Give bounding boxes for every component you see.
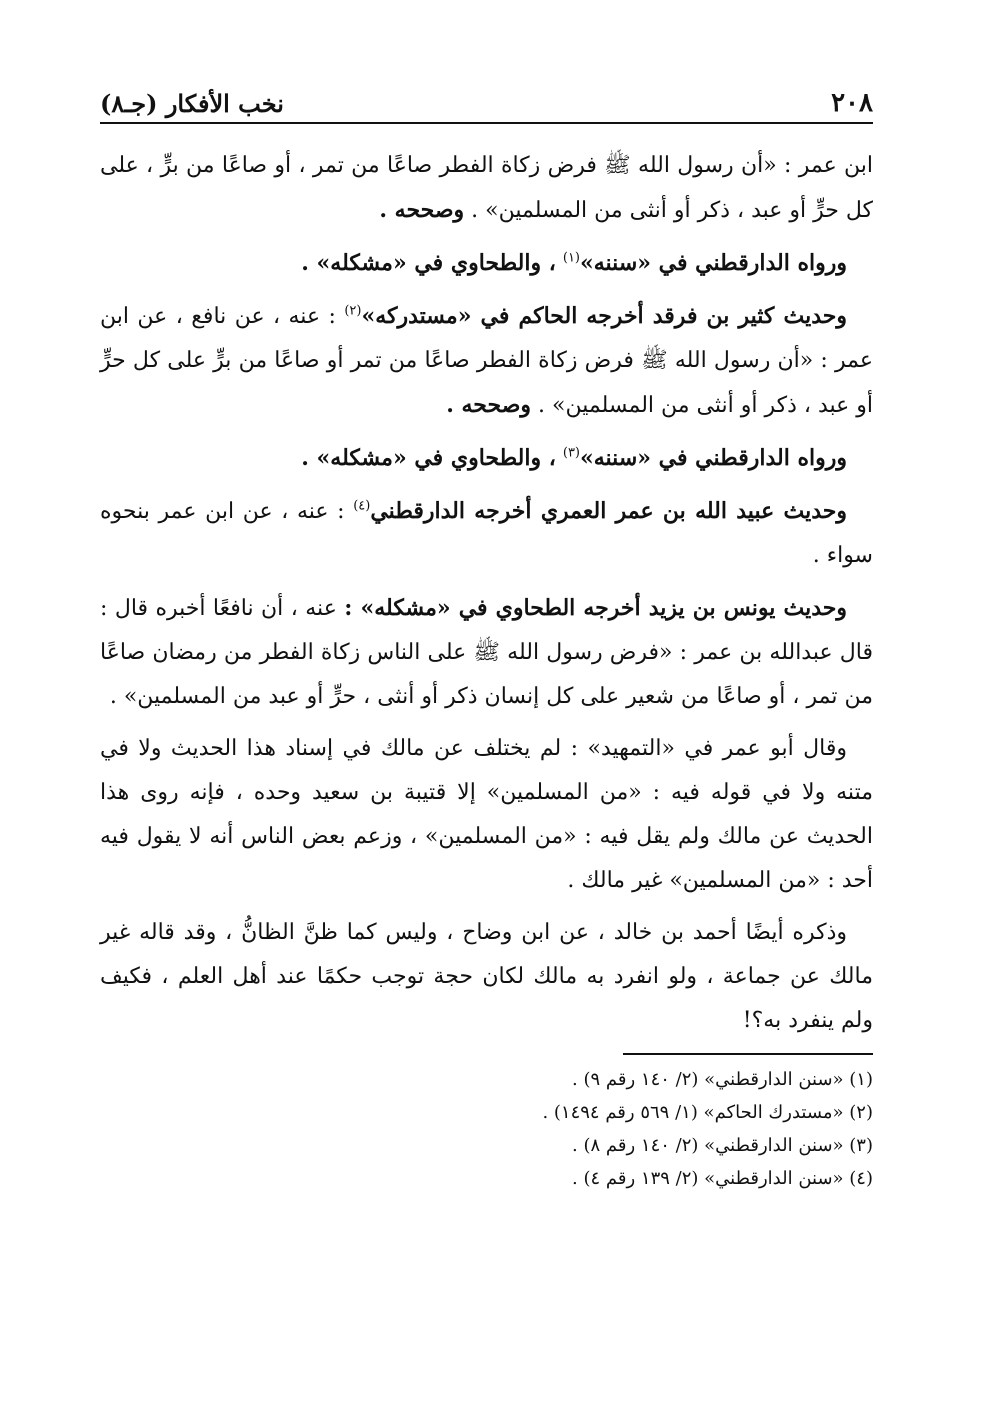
paragraph-8: وذكره أيضًا أحمد بن خالد ، عن ابن وضاح ، وليس كما ظنَّ الظانُّ ، وقد قاله غير مالك عن جماعة ، ولو انفرد به مالك لكان حجة توجب حكمًا عند أهل العلم ، فكيف ولم ينفرد به؟!: [100, 920, 873, 1033]
paragraph-6: [100, 586, 873, 719]
paragraph-4-bold: ورواه الدارقطني في «سننه»: [580, 445, 847, 471]
book-page: [100, 78, 873, 1195]
footnote-4: (٤) «سنن الدارقطني» (٢/ ١٣٩ رقم ٤) .: [572, 1168, 873, 1189]
paragraph-3-end: وصححه .: [446, 392, 532, 418]
paragraph-5-text: : عنه ، عن ابن عمر بنحوه سواء .: [100, 499, 873, 568]
paragraph-5: [100, 489, 873, 578]
page-header: [100, 78, 873, 124]
footnote-ref-3[interactable]: (٣): [562, 445, 580, 461]
paragraph-6-bold: وحديث يونس بن يزيد أخرجه الطحاوي في «مشكله» :: [344, 595, 847, 621]
page-number: ٢٠٨: [831, 88, 873, 118]
paragraph-1-text: ابن عمر : «أن رسول الله ﷺ فرض زكاة الفطر صاعًا من تمر ، أو صاعًا من برٍّ ، على كل حرٍّ أو عبد ، ذكر أو أنثى من المسلمين» .: [100, 153, 873, 223]
footnote-divider: [623, 1053, 873, 1055]
paragraph-4-rest: ، والطحاوي في «مشكله» .: [301, 445, 556, 471]
paragraph-7: وقال أبو عمر في «التمهيد» : لم يختلف عن مالك في إسناد هذا الحديث ولا في متنه ولا في قوله فيه : «من المسلمين» إلا قتيبة بن سعيد وحده ، فإنه روى هذا الحديث عن مالك ولم يقل فيه : «من المسلمين» ، وزعم بعض الناس أنه لا يقول فيه أحد : «من المسلمين» غير مالك .: [100, 736, 873, 893]
paragraph-5-bold: وحديث عبيد الله بن عمر العمري أخرجه الدارقطني: [370, 498, 848, 524]
footnote-ref-2[interactable]: (٢): [344, 303, 362, 319]
footnote-2: (٢) «مستدرك الحاكم» (١/ ٥٦٩ رقم ١٤٩٤) .: [542, 1102, 873, 1123]
paragraph-3-text: : عنه ، عن نافع ، عن ابن عمر : «أن رسول الله ﷺ فرض زكاة الفطر صاعًا من تمر أو صاعًا من برٍّ على كل حرٍّ أو عبد ، ذكر أو أنثى من المسلمين» .: [100, 304, 873, 418]
paragraph-2: [100, 241, 873, 286]
paragraph-6-text: عنه ، أن نافعًا أخبره قال : قال عبدالله بن عمر : «فرض رسول الله ﷺ على الناس زكاة الفطر من رمضان صاعًا من تمر ، أو صاعًا من شعير على كل إنسان ذكر أو أنثى ، حرٍّ أو عبد من المسلمين» .: [100, 596, 873, 709]
paragraph-3: [100, 294, 873, 428]
running-title: نخب الأفكار (جـ٨): [100, 89, 284, 118]
footnote-3: (٣) «سنن الدارقطني» (٢/ ١٤٠ رقم ٨) .: [572, 1135, 873, 1156]
main-text: [100, 144, 873, 1043]
footnote-1: (١) «سنن الدارقطني» (٢/ ١٤٠ رقم ٩) .: [572, 1069, 873, 1090]
paragraph-1: [100, 144, 873, 233]
paragraph-2-bold: ورواه الدارقطني في «سننه»: [580, 250, 847, 276]
footnote-ref-1[interactable]: (١): [562, 250, 580, 266]
paragraph-4: [100, 436, 873, 481]
footnote-ref-4[interactable]: (٤): [353, 498, 371, 514]
paragraph-1-bold: وصححه .: [379, 197, 465, 223]
paragraph-3-bold: وحديث كثير بن فرقد أخرجه الحاكم في «مستدركه»: [361, 303, 847, 329]
paragraph-2-rest: ، والطحاوي في «مشكله» .: [301, 250, 556, 276]
footnotes: [100, 1063, 873, 1195]
